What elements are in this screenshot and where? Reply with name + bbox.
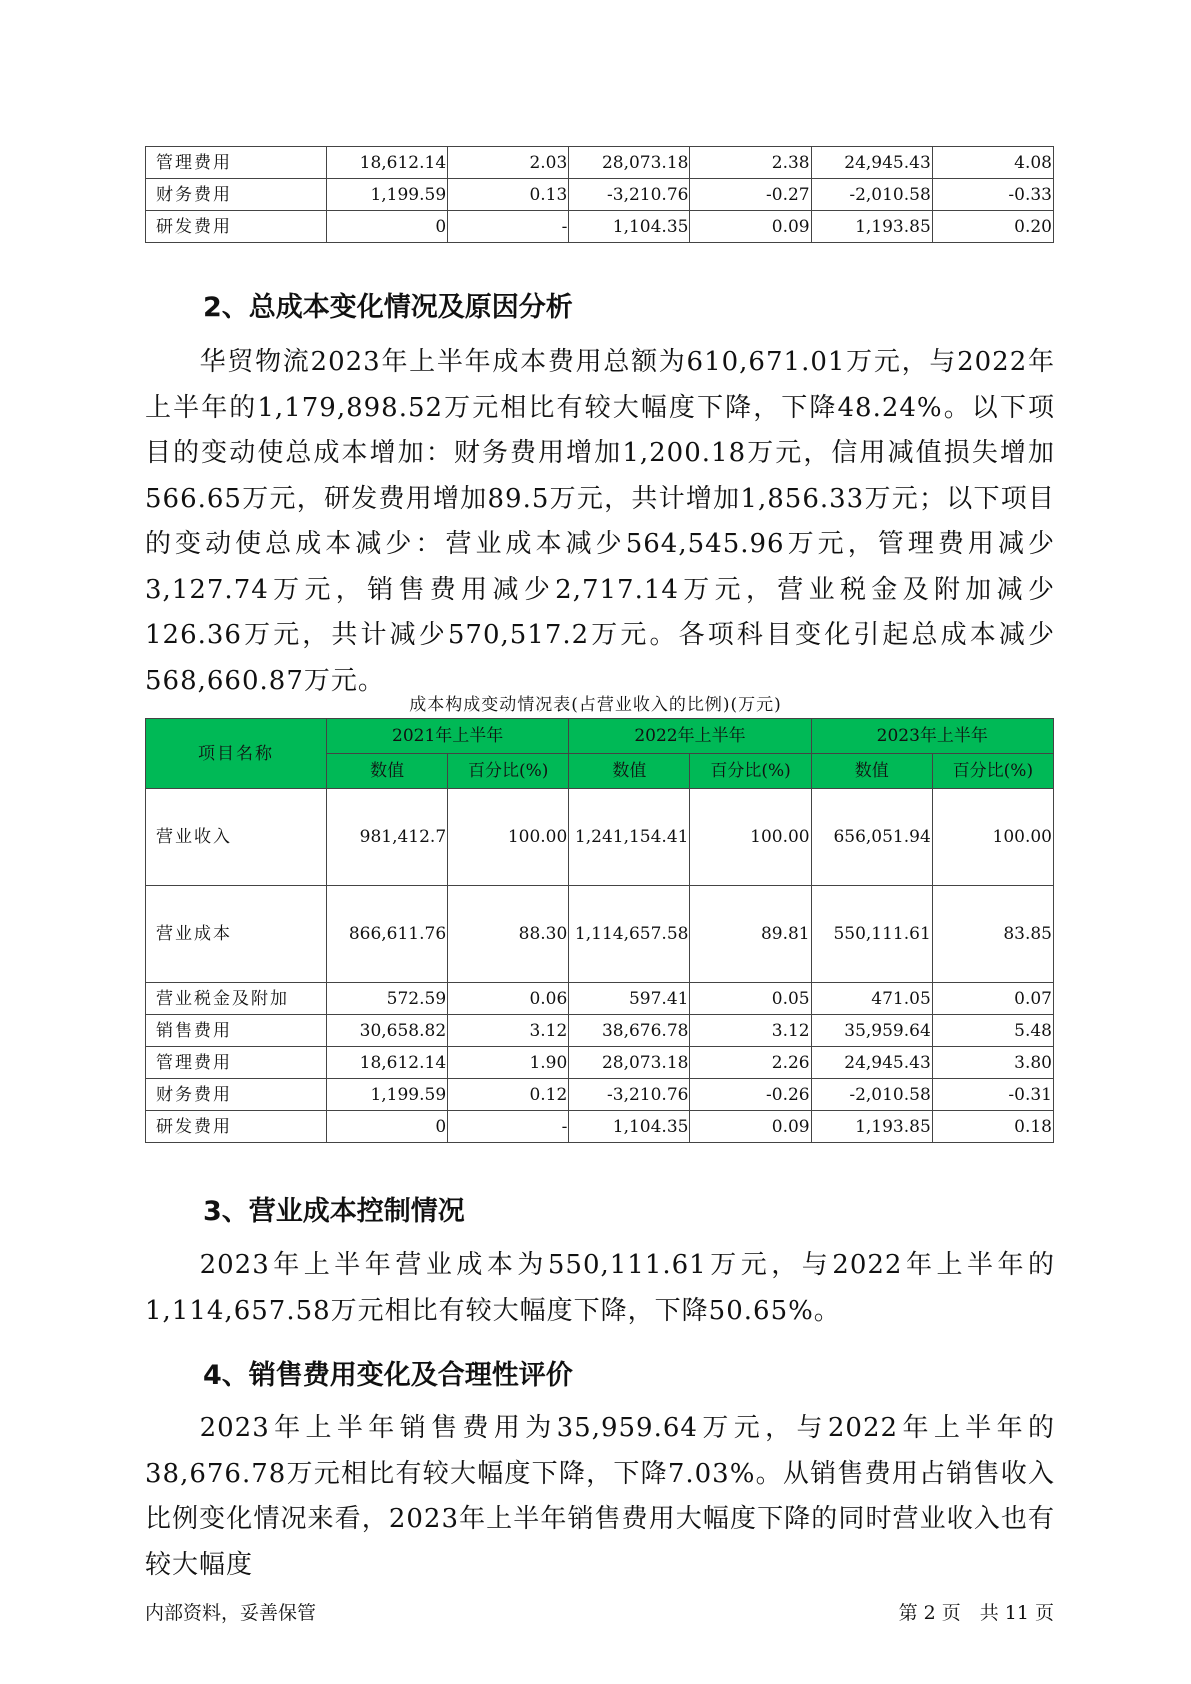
percent-cell: 0.09 <box>690 1111 811 1143</box>
cost-structure-table <box>145 718 1054 1143</box>
percent-cell: 0.12 <box>448 1079 569 1111</box>
row-label: 营业成本 <box>146 886 327 983</box>
header-percent: 百分比(%) <box>690 754 811 789</box>
row-label: 管理费用 <box>146 1047 327 1079</box>
row-label: 管理费用 <box>146 147 327 179</box>
percent-cell: 3.12 <box>448 1015 569 1047</box>
value-cell: 1,199.59 <box>327 179 448 211</box>
section-3-heading: 3、营业成本控制情况 <box>203 1196 465 1227</box>
percent-cell: -0.31 <box>932 1079 1053 1111</box>
table-row <box>146 211 1054 243</box>
value-cell: 1,104.35 <box>569 1111 690 1143</box>
row-label: 销售费用 <box>146 1015 327 1047</box>
percent-cell: 0.05 <box>690 983 811 1015</box>
value-cell: 38,676.78 <box>569 1015 690 1047</box>
value-cell: 656,051.94 <box>811 789 932 886</box>
value-cell: 1,193.85 <box>811 211 932 243</box>
header-year: 2023年上半年 <box>811 719 1053 754</box>
row-label: 营业收入 <box>146 789 327 886</box>
percent-cell: 5.48 <box>932 1015 1053 1047</box>
percent-cell: 100.00 <box>932 789 1053 886</box>
value-cell: 1,241,154.41 <box>569 789 690 886</box>
table-row <box>146 1079 1054 1111</box>
value-cell: 866,611.76 <box>327 886 448 983</box>
value-cell: 550,111.61 <box>811 886 932 983</box>
header-value: 数值 <box>327 754 448 789</box>
section-4-paragraph: 2023年上半年销售费用为35,959.64万元，与2022年上半年的38,676.78万元相比有较大幅度下降，下降7.03%。从销售费用占销售收入比例变化情况来看，2023年上半年销售费用大幅度下降的同时营业收入也有较大幅度 <box>145 1413 1055 1580</box>
table-row <box>146 886 1054 983</box>
value-cell: 597.41 <box>569 983 690 1015</box>
percent-cell: 3.80 <box>932 1047 1053 1079</box>
section-4-heading: 4、销售费用变化及合理性评价 <box>203 1360 573 1391</box>
percent-cell: 0.13 <box>448 179 569 211</box>
percent-cell: - <box>448 1111 569 1143</box>
percent-cell: 88.30 <box>448 886 569 983</box>
value-cell: 1,199.59 <box>327 1079 448 1111</box>
value-cell: 24,945.43 <box>811 147 932 179</box>
percent-cell: 4.08 <box>932 147 1053 179</box>
row-label: 财务费用 <box>146 1079 327 1111</box>
footer-confidential: 内部资料，妥善保管 <box>145 1602 317 1624</box>
cost-table-continued <box>145 146 1054 243</box>
value-cell: 471.05 <box>811 983 932 1015</box>
value-cell: 18,612.14 <box>327 1047 448 1079</box>
value-cell: 1,114,657.58 <box>569 886 690 983</box>
percent-cell: -0.26 <box>690 1079 811 1111</box>
value-cell: 35,959.64 <box>811 1015 932 1047</box>
percent-cell: 100.00 <box>448 789 569 886</box>
value-cell: 28,073.18 <box>569 1047 690 1079</box>
value-cell: 1,104.35 <box>569 211 690 243</box>
percent-cell: 0.09 <box>690 211 811 243</box>
row-label: 研发费用 <box>146 1111 327 1143</box>
table-row <box>146 147 1054 179</box>
percent-cell: 2.38 <box>690 147 811 179</box>
value-cell: -2,010.58 <box>811 179 932 211</box>
percent-cell: 2.26 <box>690 1047 811 1079</box>
value-cell: 0 <box>327 211 448 243</box>
percent-cell: -0.27 <box>690 179 811 211</box>
value-cell: 24,945.43 <box>811 1047 932 1079</box>
footer-page-number: 第 2 页 共 11 页 <box>898 1602 1054 1624</box>
percent-cell: 100.00 <box>690 789 811 886</box>
value-cell: -2,010.58 <box>811 1079 932 1111</box>
percent-cell: 83.85 <box>932 886 1053 983</box>
value-cell: 0 <box>327 1111 448 1143</box>
percent-cell: 89.81 <box>690 886 811 983</box>
percent-cell: - <box>448 211 569 243</box>
row-label: 研发费用 <box>146 211 327 243</box>
table-row <box>146 179 1054 211</box>
value-cell: 572.59 <box>327 983 448 1015</box>
table-row <box>146 1015 1054 1047</box>
header-percent: 百分比(%) <box>448 754 569 789</box>
header-value: 数值 <box>569 754 690 789</box>
value-cell: -3,210.76 <box>569 179 690 211</box>
percent-cell: 1.90 <box>448 1047 569 1079</box>
value-cell: 18,612.14 <box>327 147 448 179</box>
table-caption: 成本构成变动情况表(占营业收入的比例)(万元) <box>409 695 782 715</box>
header-item-name: 项目名称 <box>146 719 327 789</box>
percent-cell: 3.12 <box>690 1015 811 1047</box>
header-value: 数值 <box>811 754 932 789</box>
section-2-heading: 2、总成本变化情况及原因分析 <box>203 292 573 323</box>
header-percent: 百分比(%) <box>932 754 1053 789</box>
percent-cell: 0.06 <box>448 983 569 1015</box>
percent-cell: -0.33 <box>932 179 1053 211</box>
header-year: 2022年上半年 <box>569 719 811 754</box>
table-row <box>146 789 1054 886</box>
table-row <box>146 1047 1054 1079</box>
percent-cell: 0.18 <box>932 1111 1053 1143</box>
value-cell: -3,210.76 <box>569 1079 690 1111</box>
value-cell: 30,658.82 <box>327 1015 448 1047</box>
section-3-paragraph: 2023年上半年营业成本为550,111.61万元，与2022年上半年的1,114,657.58万元相比有较大幅度下降，下降50.65%。 <box>145 1250 1055 1326</box>
value-cell: 981,412.7 <box>327 789 448 886</box>
table-row <box>146 1111 1054 1143</box>
header-year: 2021年上半年 <box>327 719 569 754</box>
table-row <box>146 983 1054 1015</box>
section-2-paragraph: 华贸物流2023年上半年成本费用总额为610,671.01万元，与2022年上半年的1,179,898.52万元相比有较大幅度下降，下降48.24%。以下项目的变动使总成本增加：财务费用增加1,200.18万元，信用减值损失增加566.65万元，研发费用增加89.5万元，共计增加1,856.33万元；以下项目的变动使总成本减少：营业成本减少564,545.96万元，管理费用减少3,127.74万元，销售费用减少2,717.14万元，营业税金及附加减少126.36万元，共计减少570,517.2万元。各项科目变化引起总成本减少568,660.87万元。 <box>145 347 1055 696</box>
value-cell: 1,193.85 <box>811 1111 932 1143</box>
value-cell: 28,073.18 <box>569 147 690 179</box>
percent-cell: 0.07 <box>932 983 1053 1015</box>
row-label: 营业税金及附加 <box>146 983 327 1015</box>
percent-cell: 0.20 <box>932 211 1053 243</box>
percent-cell: 2.03 <box>448 147 569 179</box>
row-label: 财务费用 <box>146 179 327 211</box>
